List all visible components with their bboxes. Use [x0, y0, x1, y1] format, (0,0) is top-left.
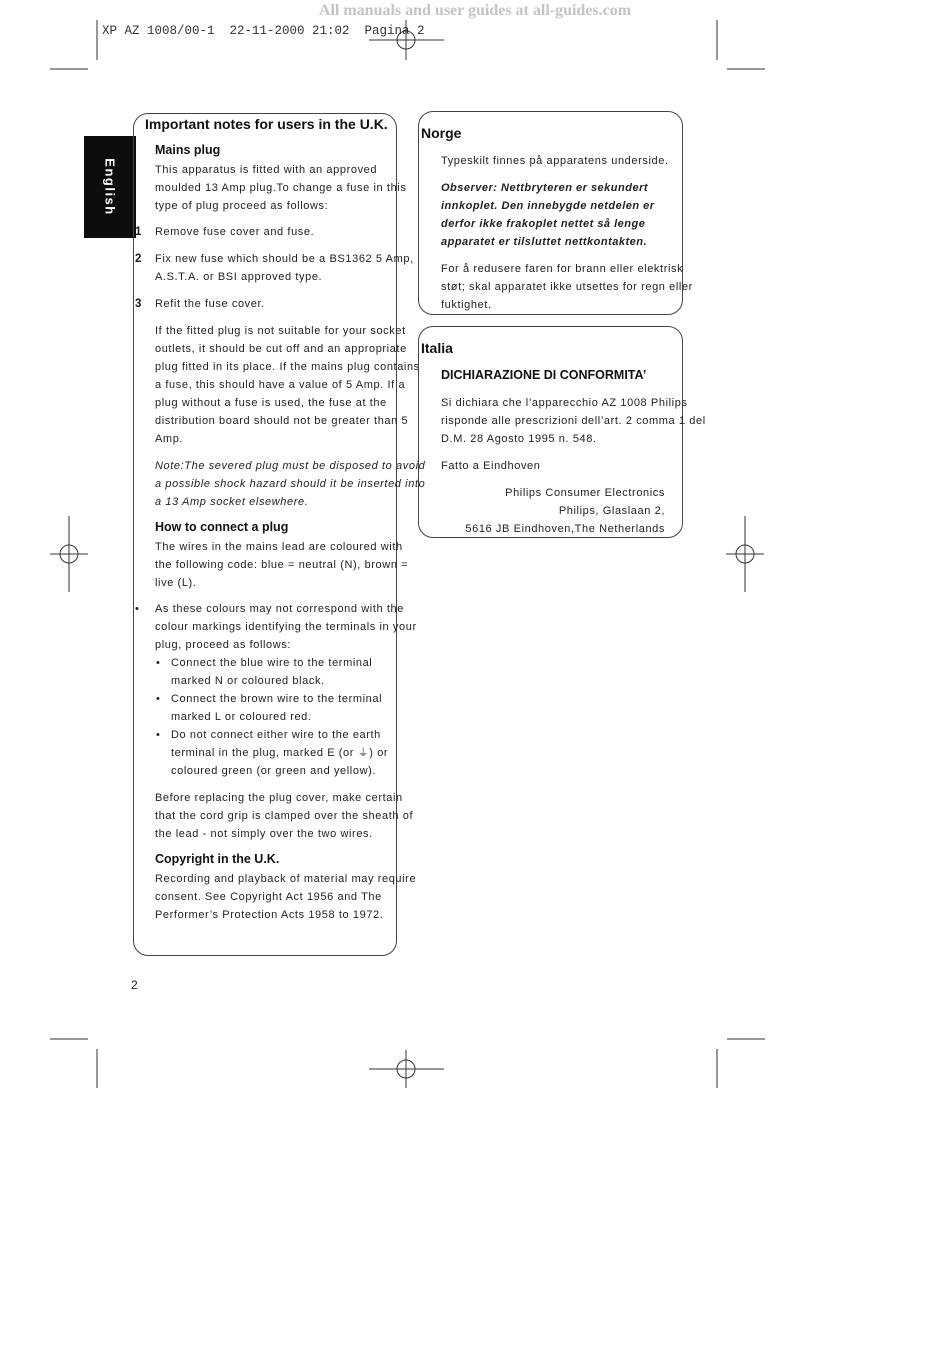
watermark: All manuals and user guides at all-guides.com — [318, 2, 632, 19]
italia-address: Philips Consumer Electronics Philips, Glaslaan 2, 5616 JB Eindhoven,The Netherlands — [465, 487, 665, 535]
norge-typeplate-text: Typeskilt finnes på apparatens underside. — [441, 155, 669, 167]
mains-plug-heading: Mains plug — [155, 143, 221, 157]
registration-mark-bottom — [369, 1050, 444, 1088]
sub-bullet-2-text: Connect the brown wire to the terminal marked L or coloured red. — [171, 693, 383, 723]
connect-plug-heading: How to connect a plug — [155, 520, 289, 534]
wire-colour-code: The wires in the mains lead are coloured with the following code: blue = neutral (N), brown = live (L). — [155, 541, 409, 589]
print-slug: XP AZ 1008/00-1 22-11-2000 21:02 Pagina 2 — [102, 24, 425, 38]
registration-mark-left — [50, 516, 88, 592]
norge-warning: Observer: Nettbryteren er sekundert innkoplet. Den innebygde netdelen er derfor ikke frakoplet nettet så lenge apparatet er tilsluttet nettkontakten. — [441, 182, 655, 248]
step-2-text: Fix new fuse which should be a BS1362 5 Amp, A.S.T.A. or BSI approved type. — [155, 253, 414, 283]
step-3-number: 3 — [135, 298, 142, 310]
sub-bullet-3-text: Do not connect either wire to the earth terminal in the plug, marked E (or ⏚) or coloured green (or green and yellow). — [171, 729, 389, 777]
norge-fire-risk-text: For å redusere faren for brann eller elektrisk støt; skal apparatet ikke utsettes for regn eller fuktighet. — [441, 263, 693, 311]
step-1-text: Remove fuse cover and fuse. — [155, 226, 315, 238]
uk-notes-title: Important notes for users in the U.K. — [145, 116, 388, 132]
registration-mark-top — [369, 20, 444, 60]
severed-plug-note: Note:The severed plug must be disposed to avoid a possible shock hazard should it be inserted into a 13 Amp socket elsewhere. — [155, 460, 426, 508]
italia-place: Fatto a Eindhoven — [441, 460, 541, 472]
italia-declaration-heading: DICHIARAZIONE DI CONFORMITA’ — [441, 368, 647, 382]
mains-intro: This apparatus is fitted with an approved moulded 13 Amp plug.To change a fuse in this type of plug proceed as follows: — [155, 164, 407, 212]
sub-bullet-1-text: Connect the blue wire to the terminal marked N or coloured black. — [171, 657, 373, 687]
copyright-heading: Copyright in the U.K. — [155, 852, 280, 866]
bullet-main-text: As these colours may not correspond with the colour markings identifying the terminals in your plug, proceed as follows: — [155, 603, 417, 651]
step-1-number: 1 — [135, 226, 142, 238]
unsuitable-plug-paragraph: If the fitted plug is not suitable for your socket outlets, it should be cut off and an appropriate plug fitted in its place. If the mains plug contains a fuse, this should have a value of 5 Amp. If a plug without a fuse is used, the fuse at the distribution board should not be greater than 5 Amp. — [155, 325, 420, 445]
cord-grip-paragraph: Before replacing the plug cover, make certain that the cord grip is clamped over the sheath of the lead - not simply over the two wires. — [155, 792, 414, 840]
sub-bullet-1-marker: • — [156, 657, 160, 669]
page-number: 2 — [131, 978, 138, 992]
copyright-text: Recording and playback of material may require consent. See Copyright Act 1956 and The Performer’s Protection Acts 1958 to 1972. — [155, 873, 417, 921]
sub-bullet-3-marker: • — [156, 729, 160, 741]
norge-title: Norge — [421, 125, 462, 141]
step-2-number: 2 — [135, 253, 142, 265]
bullet-main-marker: • — [135, 603, 139, 615]
italia-title: Italia — [421, 340, 453, 356]
sub-bullet-2-marker: • — [156, 693, 160, 705]
language-tab-label: English — [102, 158, 118, 216]
step-3-text: Refit the fuse cover. — [155, 298, 265, 310]
registration-mark-right — [726, 516, 764, 592]
language-tab — [84, 136, 136, 238]
italia-declaration-text: Si dichiara che l’apparecchio AZ 1008 Philips risponde alle prescrizioni dell’art. 2 comma 1 del D.M. 28 Agosto 1995 n. 548. — [441, 397, 706, 445]
